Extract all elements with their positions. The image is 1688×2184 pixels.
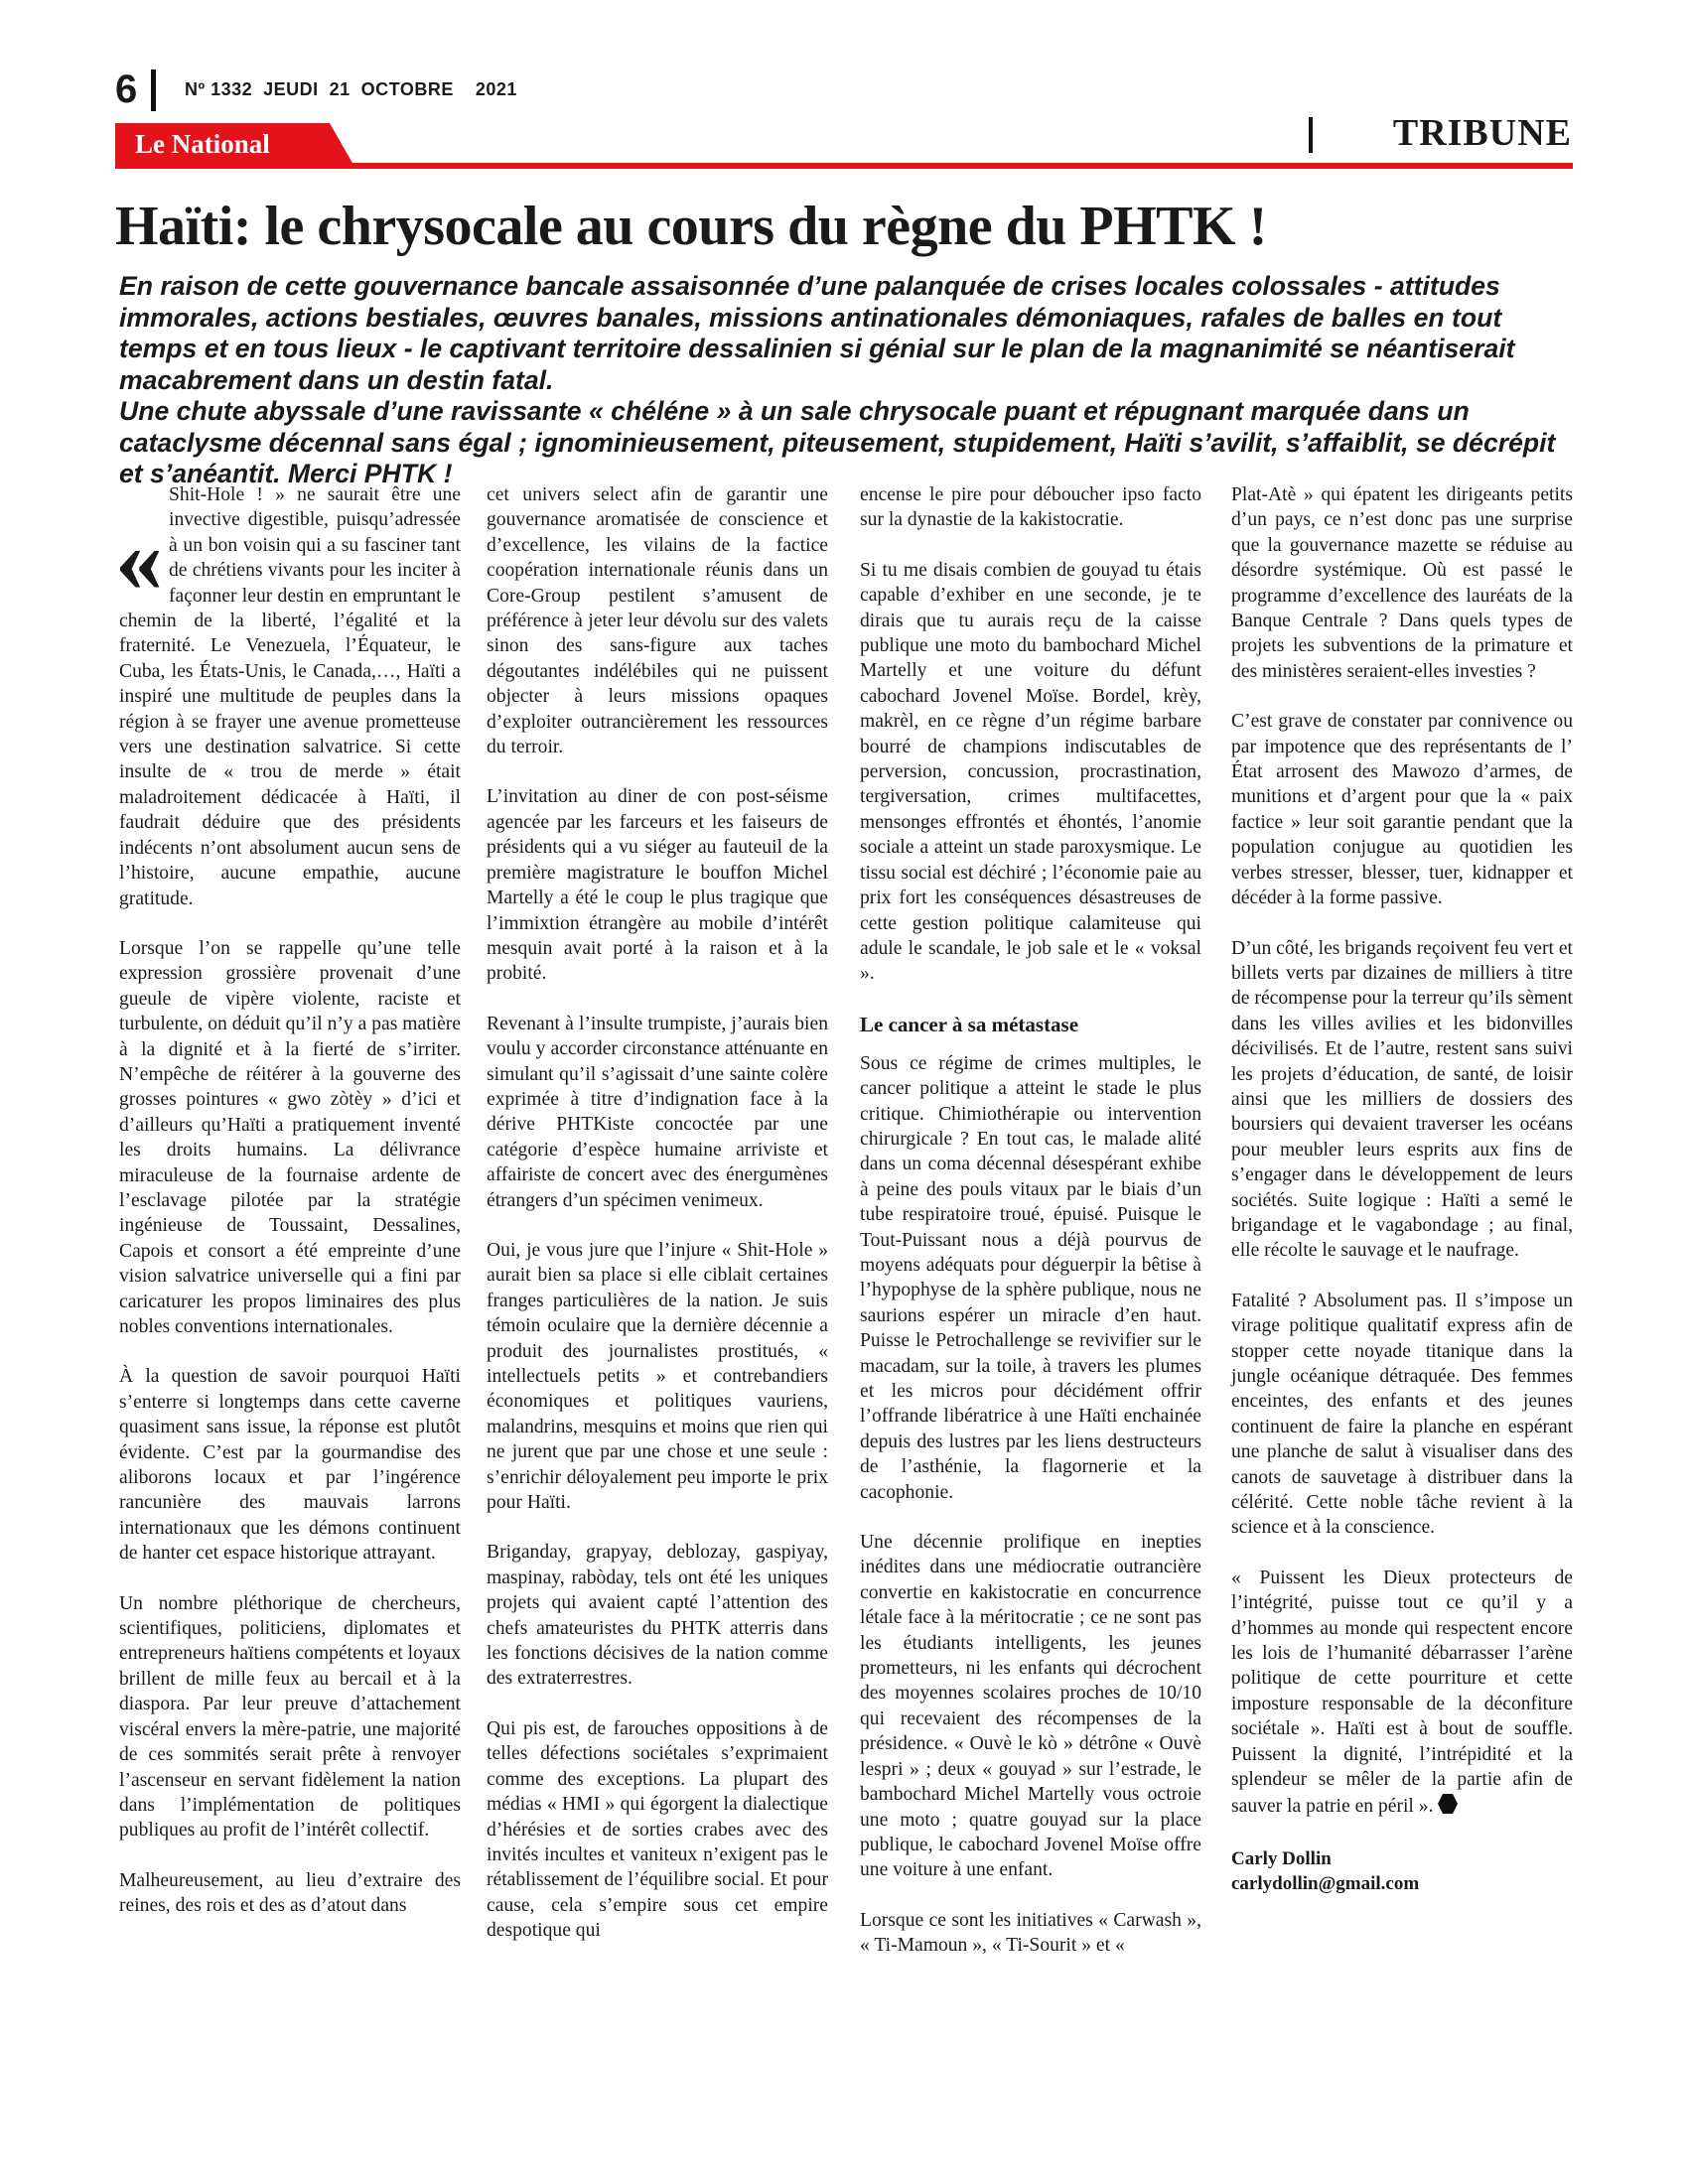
article-column-1: [115, 482, 461, 1944]
body-paragraph: Qui pis est, de farouches oppositions à de telles défections sociétales s’exprimaient comme des exceptions. La plupart des médias « HMI » qui égorgent la dialectique d’hérésies et de sorties crabes avec des invités incultes et vaniteux n’exigent pas le rétablissement de l’équilibre social. Et pour cause, cela s’empire sous cet empire despotique qui: [487, 1717, 828, 1942]
body-paragraph: Un nombre pléthorique de chercheurs, scientifiques, politiciens, diplomates et entrepreneurs haïtiens compétents et loyaux brillent de mille feux au bercail et à la diaspora. Par leur preuve d’attachement viscéral envers la mère-patrie, une majorité de ces sommités serait prête à renvoyer l’ascenseur en servant fidèlement la nation dans l’implémentation de politiques publiques au profit de l’intérêt collectif.: [119, 1592, 461, 1842]
article-headline: Haïti: le chrysocale au cours du règne du PHTK !: [115, 196, 1267, 257]
body-paragraph: cet univers select afin de garantir une gouvernance aromatisée de conscience et d’excellence, les vilains de la factice coopération internationale réunis dans un Core-Group pestilent s’amusent de préférence à jeter leur dévolu sur des valets sinon des sans-figure aux taches dégoutantes indélébiles qui ne puissent objecter à leurs missions opaques d’exploiter outrancièrement les ressources du terroir.: [487, 484, 828, 758]
paragraph-text: « Puissent les Dieux protecteurs de l’intégrité, puisse tout ce qu’il y a d’hommes au monde qui respectent encore les lois de l’humanité débarrasser l’arène politique de cette pourriture et cette imposture responsable de la déconfiture sociétale ». Haïti est à bout de souffle. Puissent la dignité, l’intrépidité et la splendeur se mêler de la partie afin de sauver la patrie en péril ».: [1231, 1567, 1573, 1817]
body-paragraph: [1231, 1566, 1573, 1822]
body-paragraph: C’est grave de constater par connivence ou par impotence que des représentants de l’ État arrosent des Mawozo d’armes, de munitions et d’argent pour que la « paix factice » leur soit garantie pendant que la population conjugue au quotidien les verbes stresser, blesser, tuer, kidnapper et décéder à la forme passive.: [1231, 711, 1573, 909]
opening-quote-mark: «: [115, 505, 163, 612]
lede-paragraph: En raison de cette gouvernance bancale assaisonnée d’une palanquée de crises locales colossales - attitudes immorales, actions bestiales, œuvres banales, missions antinationales démoniaques, rafales de balles en tout temps et en tous lieux - le captivant territoire dessalinien si génial sur le plan de la magnanimité se néantiserait macabrement dans un destin fatal.: [119, 271, 1515, 395]
body-paragraph: Lorsque ce sont les initiatives « Carwash », « Ti-Mamoun », « Ti-Sourit » et «: [860, 1909, 1201, 1957]
body-paragraph: Lorsque l’on se rappelle qu’une telle expression grossière provenait d’une gueule de vipère violente, raciste et turbulente, on déduit qu’il n’y a pas matière à la dignité et à la fierté de s’irriter. N’empêche de réitérer à la gouverne des grosses pointures « gwo zòtèy » d’ici et d’ailleurs qu’Haïti a pratiquement inventé les droits humains. La délivrance miraculeuse de la fournaise ardente de l’esclavage pilotée par la stratégie ingénieuse de Toussaint, Dessalines, Capois et consort a été empreinte d’une vision salvatrice universelle qui a fini par caricaturer les propos liminaires des plus nobles conventions internationales.: [119, 937, 461, 1337]
body-paragraph: [115, 482, 461, 911]
body-paragraph: Oui, je vous jure que l’injure « Shit-Hole » aurait bien sa place si elle ciblait certaines franges particulières de la nation. Je suis témoin oculaire que la dernière décennie a produit des journalistes prostitués, « intellectuels petits » et contrebandiers économiques et politiques vauriens, malandrins, mesquins et moins que rien qui ne jurent que par une chose et une seule : s’enrichir déloyalement peu importe le prix pour Haïti.: [487, 1239, 828, 1514]
body-paragraph: Briganday, grapyay, deblozay, gaspiyay, maspinay, rabòday, tels ont été les uniques projets qui avaient capté l’attention des chefs amateuristes du PHTK atterris dans les fonctions décisives de la nation comme des extraterrestres.: [487, 1542, 828, 1690]
section-divider: [1309, 117, 1313, 153]
author-signature: [1231, 1846, 1573, 1896]
body-paragraph: Si tu me disais combien de gouyad tu étais capable d’exhiber en une seconde, je te dirais que tu aurais reçu de la caisse publique une moto du bambochard Michel Martelly et une voiture du défunt cabochard Jovenel Moïse. Bordel, krèy, makrèl, en ce règne d’un régime barbare bourré de champions indiscutables de perversion, concussion, procrastination, tergiversation, crimes multifacettes, mensonges effrontés et éhontés, l’anomie sociale a atteint un stade paroxysmique. Le tissu social est déchiré ; l’économie paie au prix fort les conséquences désastreuses de cette gestion politique calamiteuse qui adule le scandale, le job sale et le « voksal ».: [860, 559, 1201, 985]
author-name: Carly Dollin: [1231, 1847, 1332, 1869]
issue-dateline: Nº 1332 JEUDI 21 OCTOBRE 2021: [185, 79, 517, 99]
section-label: TRIBUNE: [1392, 112, 1572, 154]
author-email: carlydollin@gmail.com: [1231, 1872, 1420, 1894]
paragraph-text: Shit-Hole ! » ne saurait être une invective digestible, puisqu’adressée à un bon voisin qui a su fasciner tant de chrétiens vivants pour les inciter à façonner leur destin en empruntant le chemin de la liberté, l’égalité et la fraternité. Le Venezuela, l’Équateur, le Cuba, les États-Unis, le Canada,…, Haïti a inspiré une multitude de peuples dans la région à se frayer une avenue prometteuse vers une destination salvatrice. Si cette insulte de « trou de merde » était maladroitement dédicacée à Haïti, il faudrait déduire que des présidents indécents n’ont absolument aucun sens de l’histoire, aucune empathie, aucune gratitude.: [119, 484, 461, 909]
page-number: 6: [115, 68, 138, 111]
body-paragraph: Malheureusement, au lieu d’extraire des reines, des rois et des as d’atout dans: [119, 1869, 461, 1917]
body-paragraph: Fatalité ? Absolument pas. Il s’impose un virage politique qualitatif express afin de stopper cette noyade titanique dans la jungle océanique détraquée. Des femmes enceintes, des enfants et des jeunes continuent de faire la planche en espérant une planche de salut à visualiser dans des canots de sauvetage à distribuer dans la célérité. Cette noble tâche revient à la science et à la conscience.: [1231, 1290, 1573, 1539]
brand-banner: [115, 123, 353, 165]
body-paragraph: L’invitation au diner de con post-séisme agencée par les farceurs et les faiseurs de présidents qui a vu siéger au fauteuil de la première magistrature le bouffon Michel Martelly a été le coup le plus tragique que l’immixtion étrangère au mobile d’intérêt mesquin avait porté à la raison et à la probité.: [487, 786, 828, 985]
article-lede: [119, 271, 1577, 490]
body-paragraph: Plat-Atè » qui épatent les dirigeants petits d’un pays, ce n’est donc pas une surprise que la gouvernance mazette se réduise au désordre systémique. Où est passé le programme d’excellence des lauréats de la Banque Centrale ? Dans quels types de projets les subventions de la primature et des ministères seraient-elles investies ?: [1231, 484, 1573, 682]
article-column-3: [860, 482, 1201, 1983]
body-paragraph: Sous ce régime de crimes multiples, le cancer politique a atteint le stade le plus critique. Chimiothérapie ou intervention chirurgicale ? En tout cas, le malade alité dans un coma décennal désespérant exhibe à peine des pouls vitaux par le biais d’un tube respiratoire troué, épuisé. Puisque le Tout-Puissant nous a déjà pourvus de moyens adéquats pour déguerpir la bêtise à l’hypophyse de la sphère publique, nous ne saurions espérer un miracle d’en haut. Puisse le Petrochallenge se revivifier sur le macadam, sur la toile, à travers les plumes et les micros pour décidément offrir l’offrande libératrice à une Haïti enchainée depuis des lustres par les liens destructeurs de l’asthénie, la flagornerie et la cacophonie.: [860, 1052, 1201, 1503]
page-number-divider: [151, 69, 156, 111]
body-paragraph: Une décennie prolifique en inepties inédites dans une médiocratie outrancière convertie en kakistocratie en concurrence létale face à la méritocratie ; ce ne sont pas les étudiants intelligents, les jeunes prometteurs, ni les enfants qui décrochent des moyennes scolaires proches de 10/10 qui recevaient des récompenses de la présidence. « Ouvè le kò » détrône « Ouvè lespri » ; deux « gouyad » sur l’estrade, le bambochard Michel Martelly vous octroie une moto ; quatre gouyad sur la place publique, le cabochard Jovenel Moïse offre une voiture à une enfant.: [860, 1532, 1201, 1881]
end-mark-icon: [1437, 1793, 1459, 1822]
header-red-rule: [115, 163, 1573, 169]
article-column-4: [1231, 482, 1573, 1896]
brand-logo-text: Le National: [135, 129, 270, 159]
body-paragraph: encense le pire pour déboucher ipso facto sur la dynastie de la kakistocratie.: [860, 484, 1201, 531]
body-paragraph: Revenant à l’insulte trumpiste, j’aurais bien voulu y accorder circonstance atténuante en simulant qu’il s’agissait d’une sainte colère exprimée à titre d’indignation face à la dérive PHTKiste concoctée par une catégorie d’espèce humaine arriviste et affairiste de concert avec des énergumènes étrangers d’un spécimen venimeux.: [487, 1013, 828, 1211]
subheading: Le cancer à sa métastase: [860, 1012, 1079, 1036]
body-paragraph: À la question de savoir pourquoi Haïti s’enterre si longtemps dans cette caverne quasiment sans issue, la réponse est plutôt évidente. C’est par la gourmandise des aliborons locaux et par l’ingérence rancunière des mauvais larrons internationaux que les démons continuent de hanter cet espace historique attrayant.: [119, 1366, 461, 1565]
article-column-2: [487, 482, 828, 1969]
lede-paragraph: Une chute abyssale d’une ravissante « chéléne » à un sale chrysocale puant et répugnant marquée dans un cataclysme décennal sans égal ; ignominieusement, piteusement, stupidement, Haïti s’avilit, s’affaiblit, se décrépit et s’anéantit. Merci PHTK !: [119, 396, 1556, 488]
body-paragraph: D’un côté, les brigands reçoivent feu vert et billets verts par dizaines de milliers à titre de récompense pour la terreur qu’ils sèment dans les villes avilies et les bidonvilles décivilisés. Et de l’autre, restent sans suivi les projets d’éducation, de santé, de loisir ainsi que les milliers de dossiers des boursiers qui devaient traverser les océans pour meubler leurs esprits aux fins de s’engager dans le développement de leurs sociétés. Suite logique : Haïti a semé le brigandage et le vagabondage ; au final, elle récolte le sauvage et le naufrage.: [1231, 937, 1573, 1262]
